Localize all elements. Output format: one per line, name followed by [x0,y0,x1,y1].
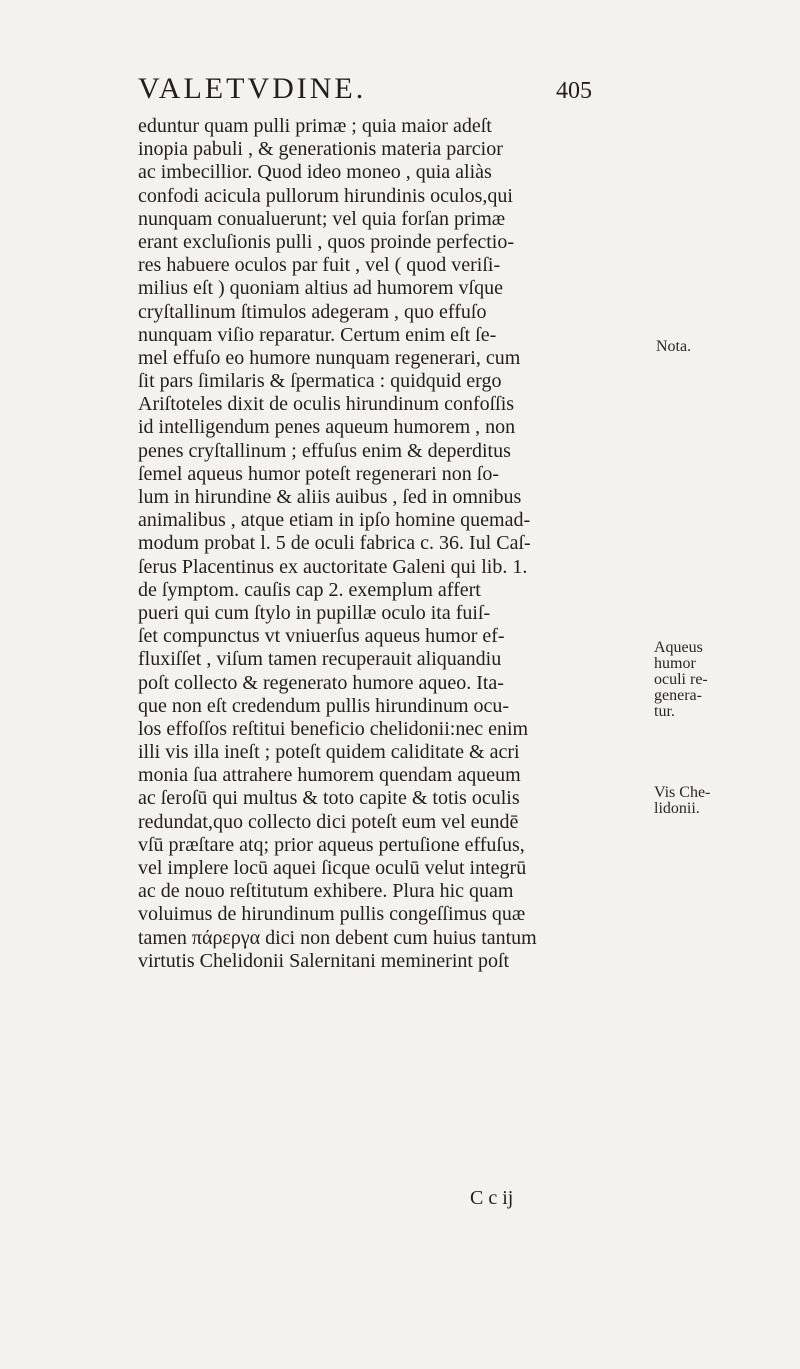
text-line: nunquam conualuerunt; vel quia forſan primæ [138,207,506,230]
text-line: cryſtallinum ſtimulos adegeram , quo effuſo [138,300,487,323]
margin-note-line: oculi re- [654,671,708,688]
margin-note-vis-chelidonii [654,785,710,817]
margin-note-aqueus-humor [654,640,708,720]
text-line: erant excluſionis pulli , quos proinde perfectio- [138,230,515,253]
text-line: virtutis Chelidonii Salernitani meminerint poſt [138,949,510,972]
text-line: monia ſua attrahere humorem quendam aqueum [138,764,521,787]
text-line: lum in hirundine & aliis auibus , ſed in omnibus [138,486,522,508]
text-line: ſemel aqueus humor poteſt regenerari non ſo- [138,462,499,485]
text-line: fluxiſſet , viſum tamen recuperauit aliquandiu [138,648,502,671]
text-line: redundat,quo collecto dici poteſt eum vel eundē [138,810,519,833]
text-line: los effoſſos reſtitui beneficio chelidonii:nec enim [138,717,529,740]
text-line: que non eſt credendum pullis hirundinum ocu- [138,694,510,717]
text-line: pueri qui cum ſtylo in pupillæ oculo ita fuiſ- [138,601,491,624]
text-line: illi vis illa ineſt ; poteſt quidem caliditate & acri [138,741,520,764]
margin-note-nota [656,339,691,355]
text-line: animalibus , atque etiam in ipſo homine quemad- [138,509,531,532]
text-line: eduntur quam pulli primæ ; quia maior adeſt [138,115,492,137]
margin-note-line: Nota. [656,338,692,355]
margin-note-line: Vis Che- [654,784,711,801]
text-line: penes cryſtallinum ; effuſus enim & deperditus [138,439,511,462]
page-header [138,72,618,112]
text-line: mel effuſo eo humore nunquam regenerari, cum [138,346,521,369]
text-line: Ariſtoteles dixit de oculis hirundinum confoſſis [138,393,515,416]
text-line: poſt collecto & regenerato humore aqueo. Ita- [138,671,504,694]
text-line: de ſymptom. cauſis cap 2. exemplum affert [138,578,481,601]
running-head: VALETVDINE. [138,72,367,105]
body-text [138,115,630,973]
page-number: 405 [556,78,592,104]
margin-note-line: humor [654,655,696,672]
text-line: milius eſt ) quoniam altius ad humorem vſque [138,277,503,300]
text-line: res habuere oculos par fuit , vel ( quod veriſi- [138,254,501,277]
text-line: ſerus Placentinus ex auctoritate Galeni qui lib. 1. [138,555,528,578]
margin-note-line: genera- [654,687,702,704]
margin-note-line: Aqueus [654,639,703,656]
text-line: tamen πάρεργα dici non debent cum huius tantum [138,926,537,949]
text-line: vel implere locū aquei ſicque oculū velut integrū [138,857,527,879]
text-line: id intelligendum penes aqueum humorem , non [138,416,516,439]
text-line: ſit pars ſimilaris & ſpermatica : quidquid ergo [138,370,502,393]
text-line: vſū præſtare atq; prior aqueus pertuſione effuſus, [138,833,525,856]
text-line: inopia pabuli , & generationis materia parcior [138,138,503,161]
signature-mark: C c ij [470,1187,514,1209]
text-line: modum probat l. 5 de oculi fabrica c. 36. Iul Caſ- [138,532,531,555]
text-line: ac de nouo reſtitutum exhibere. Plura hic quam [138,880,514,903]
text-line: voluimus de hirundinum pullis congeſſimus quæ [138,903,526,926]
text-line: confodi acicula pullorum hirundinis oculos,qui [138,184,513,207]
text-line: nunquam viſio reparatur. Certum enim eſt ſe- [138,323,497,346]
text-line: ſet compunctus vt vniuerſus aqueus humor ef- [138,625,505,648]
text-line: ac imbecillior. Quod ideo moneo , quia aliàs [138,161,492,184]
text-line: ac ſeroſū qui multus & toto capite & totis oculis [138,787,520,810]
margin-note-line: lidonii. [654,800,700,817]
margin-note-line: tur. [654,703,675,720]
